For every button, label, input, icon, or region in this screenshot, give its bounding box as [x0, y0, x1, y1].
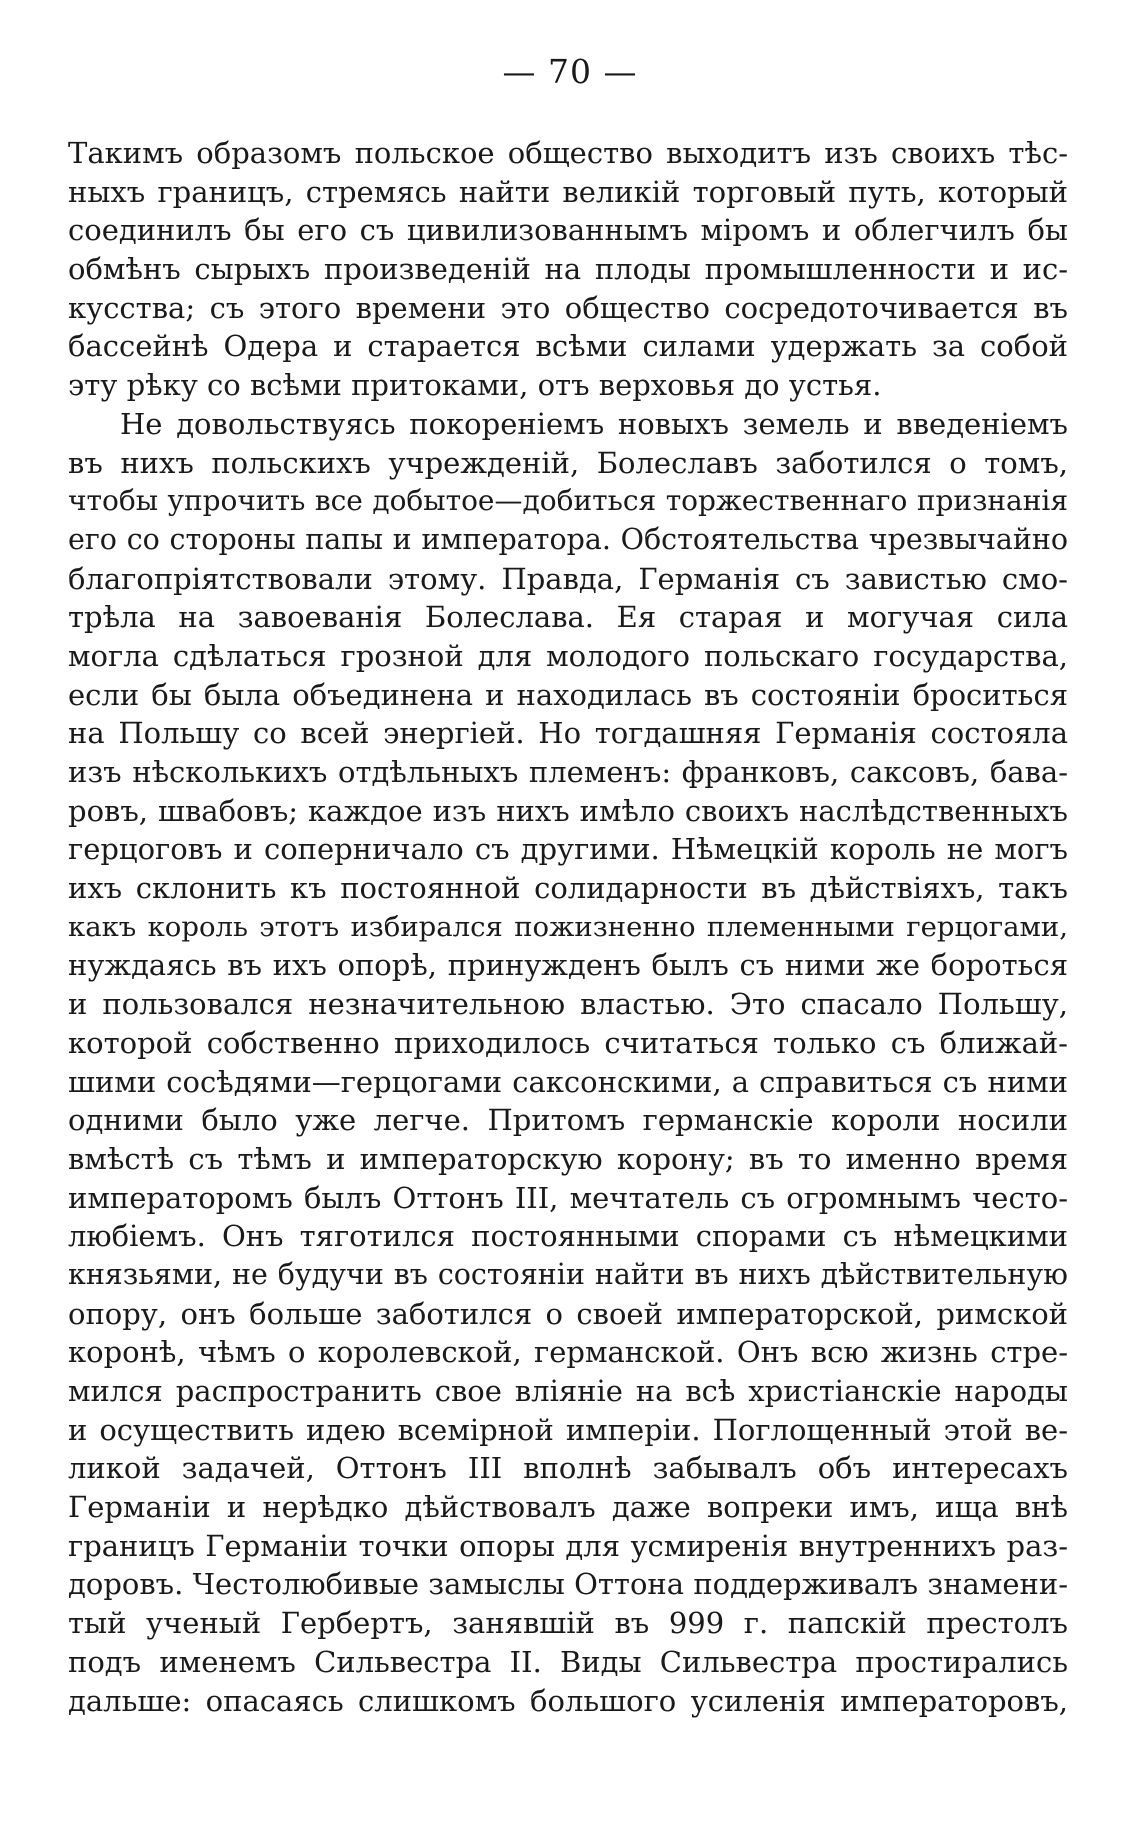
text-line: могла сдѣлаться грозной для молодого польскаго государства, [68, 638, 1068, 673]
text-line: и осуществить идею всемірной имперіи. Поглощенный этой ве- [68, 1412, 1068, 1447]
text-line: кусства; съ этого времени это общество сосредоточивается въ [68, 290, 1068, 325]
text-line: ихъ склонить къ постоянной солидарности въ дѣйствіяхъ, такъ [68, 871, 1068, 906]
text-line: Такимъ образомъ польское общество выходитъ изъ своихъ тѣс- [68, 136, 1068, 170]
text-line: благопріятствовали этому. Правда, Германія съ завистью смо- [68, 561, 1068, 596]
text-line: и пользовался незначительною властью. Это спасало Польшу, [68, 987, 1068, 1022]
text-line: дальше: опасаясь слишкомъ большого усиленія императоровъ, [68, 1683, 1068, 1718]
text-line: шими сосѣдями—герцогами саксонскими, а справиться съ ними [68, 1064, 1068, 1099]
text-line: на Польшу со всей энергіей. Но тогдашняя Германія состояла [68, 716, 1068, 751]
text-line: которой собственно приходилось считаться только съ ближай- [68, 1025, 1068, 1060]
text-line: одними было уже легче. Притомъ германскіе короли носили [68, 1103, 1068, 1138]
text-line: ликой задачей, Оттонъ III вполнѣ забывалъ объ интересахъ [68, 1451, 1068, 1486]
text-line: императоромъ былъ Оттонъ III, мечтатель съ огромнымъ често- [68, 1180, 1068, 1215]
text-line: ныхъ границъ, стремясь найти великій торговый путь, который [68, 174, 1068, 209]
text-line: нуждаясь въ ихъ опорѣ, принужденъ былъ съ ними же бороться [68, 948, 1068, 983]
text-line: трѣла на завоеванія Болеслава. Ея старая и могучая сила [68, 600, 1068, 635]
text-line: Не довольствуясь покореніемъ новыхъ земель и введеніемъ [120, 406, 1068, 441]
text-line: какъ король этотъ избирался пожизненно племенными герцогами, [68, 910, 1068, 943]
body-text [68, 134, 1068, 1720]
text-line: ровъ, швабовъ; каждое изъ нихъ имѣло своихъ наслѣдственныхъ [68, 793, 1068, 828]
paragraph-2 [68, 405, 1068, 1720]
text-line: эту рѣку со всѣми притоками, отъ верховья до устья. [68, 368, 882, 403]
text-line: если бы была объединена и находилась въ состояніи броситься [68, 677, 1068, 712]
text-line: коронѣ, чѣмъ о королевской, германской. Онъ всю жизнь стре- [68, 1335, 1068, 1370]
text-line: любіемъ. Онъ тяготился постоянными спорами съ нѣмецкими [68, 1219, 1068, 1254]
paragraph-1 [68, 134, 1068, 405]
text-line: тый ученый Гербертъ, занявшій въ 999 г. папскій престолъ [68, 1606, 1068, 1641]
text-line: мился распространить свое вліяніе на всѣ христіанскіе народы [68, 1374, 1068, 1408]
page-number: — 70 — [502, 52, 638, 91]
text-line: герцоговъ и соперничало съ другими. Нѣмецкій король не могъ [68, 832, 1068, 867]
text-line: вмѣстѣ съ тѣмъ и императорскую корону; въ то именно время [68, 1141, 1068, 1176]
text-line: опору, онъ больше заботился о своей императорской, римской [68, 1296, 1068, 1331]
text-line: его со стороны папы и императора. Обстоятельства чрезвычайно [68, 522, 1068, 556]
text-line: въ нихъ польскихъ учрежденій, Болеславъ заботился о томъ, [68, 445, 1068, 480]
text-line: изъ нѣсколькихъ отдѣльныхъ племенъ: франковъ, саксовъ, бава- [68, 755, 1068, 789]
text-line: чтобы упрочить все добытое—добиться торжественнаго признанія [68, 484, 1068, 518]
text-line: соединилъ бы его съ цивилизованнымъ міромъ и облегчилъ бы [68, 213, 1068, 248]
text-line: бассейнѣ Одера и старается всѣми силами удержать за собой [68, 329, 1068, 364]
text-line: доровъ. Честолюбивые замыслы Оттона поддерживалъ знамени- [68, 1567, 1068, 1602]
text-line: Германіи и нерѣдко дѣйствовалъ даже вопреки имъ, ища внѣ [68, 1490, 1068, 1525]
text-line: князьями, не будучи въ состояніи найти въ нихъ дѣйствительную [68, 1257, 1068, 1291]
text-line: подъ именемъ Сильвестра II. Виды Сильвестра простирались [68, 1644, 1068, 1679]
text-line: обмѣнъ сырыхъ произведеній на плоды промышленности и ис- [68, 252, 1068, 287]
text-line: границъ Германіи точки опоры для усмиренія внутреннихъ раз- [68, 1528, 1068, 1563]
